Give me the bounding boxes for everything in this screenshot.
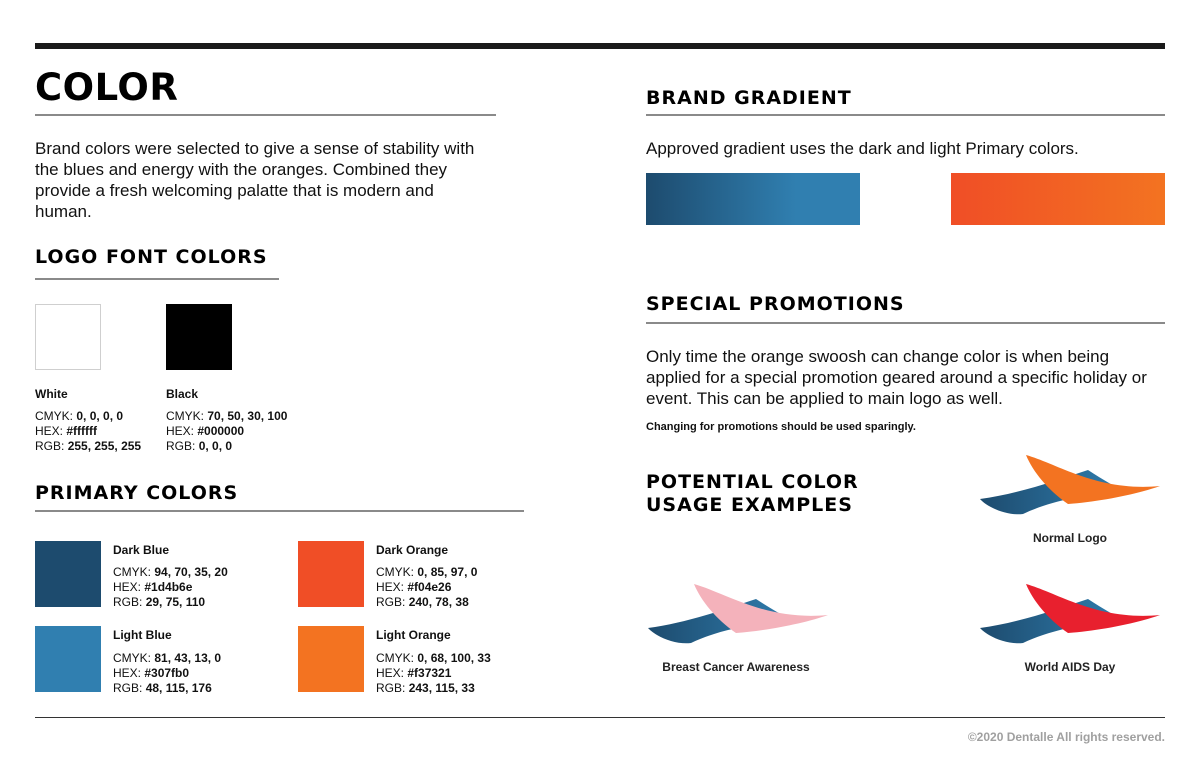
swatch-specs: CMYK: 0, 68, 100, 33 HEX: #f37321 RGB: 243, 115, 33 — [376, 651, 491, 695]
brand-gradient-heading: BRAND GRADIENT — [646, 87, 852, 109]
swatch-light-orange — [298, 626, 364, 692]
swatch-specs: CMYK: 0, 85, 97, 0 HEX: #f04e26 RGB: 240, 78, 38 — [376, 565, 478, 609]
swatch-name: Light Orange — [376, 628, 451, 642]
swatch-name: Dark Blue — [113, 543, 170, 557]
world-aids-day-logo — [978, 581, 1162, 651]
page-title: COLOR — [35, 66, 179, 109]
swatch-name: Dark Orange — [376, 543, 449, 557]
swatch-name: Black — [166, 387, 199, 401]
brand-gradient-text: Approved gradient uses the dark and light Primary colors. — [646, 139, 1079, 158]
swatch-dark-blue — [35, 541, 101, 607]
special-promotions-heading: SPECIAL PROMOTIONS — [646, 293, 905, 315]
footer-rule — [35, 717, 1165, 718]
usage-examples-heading: POTENTIAL COLOR USAGE EXAMPLES — [646, 471, 859, 516]
brand-gradient-divider — [646, 114, 1165, 116]
special-promotions-divider — [646, 322, 1165, 324]
swatch-white — [35, 304, 101, 370]
top-rule — [35, 43, 1165, 49]
example-caption: Normal Logo — [1033, 531, 1107, 545]
intro-text: Brand colors were selected to give a sense of stability with the blues and energy with the oranges. Combined they provide a fresh welcoming palatte that is modern and human. — [35, 139, 475, 221]
primary-colors-divider — [35, 510, 524, 512]
orange-gradient-bar — [951, 173, 1165, 225]
normal-logo — [978, 452, 1162, 522]
primary-colors-heading: PRIMARY COLORS — [35, 482, 239, 504]
swatch-specs: CMYK: 94, 70, 35, 20 HEX: #1d4b6e RGB: 29, 75, 110 — [113, 565, 228, 609]
example-caption: World AIDS Day — [1024, 660, 1116, 674]
example-caption: Breast Cancer Awareness — [662, 660, 810, 674]
title-divider — [35, 114, 496, 116]
special-promotions-text: Only time the orange swoosh can change color is when being applied for a special promotion geared around a specific holiday or event. This can be applied to main logo as well. — [646, 347, 1147, 408]
swatch-dark-orange — [298, 541, 364, 607]
logo-font-colors-heading: LOGO FONT COLORS — [35, 246, 268, 268]
swatch-specs: CMYK: 81, 43, 13, 0 HEX: #307fb0 RGB: 48, 115, 176 — [113, 651, 222, 695]
swatch-specs: CMYK: 0, 0, 0, 0 HEX: #ffffff RGB: 255, 255, 255 — [35, 409, 142, 453]
swatch-black — [166, 304, 232, 370]
logo-font-colors-divider — [35, 278, 279, 280]
swatch-light-blue — [35, 626, 101, 692]
swatch-specs: CMYK: 70, 50, 30, 100 HEX: #000000 RGB: 0, 0, 0 — [166, 409, 288, 453]
copyright-text: ©2020 Dentalle All rights reserved. — [967, 730, 1165, 744]
swatch-name: Light Blue — [113, 628, 172, 642]
swatch-name: White — [35, 387, 68, 401]
promotions-note: Changing for promotions should be used sparingly. — [646, 421, 916, 433]
blue-gradient-bar — [646, 173, 860, 225]
breast-cancer-logo — [646, 581, 830, 651]
